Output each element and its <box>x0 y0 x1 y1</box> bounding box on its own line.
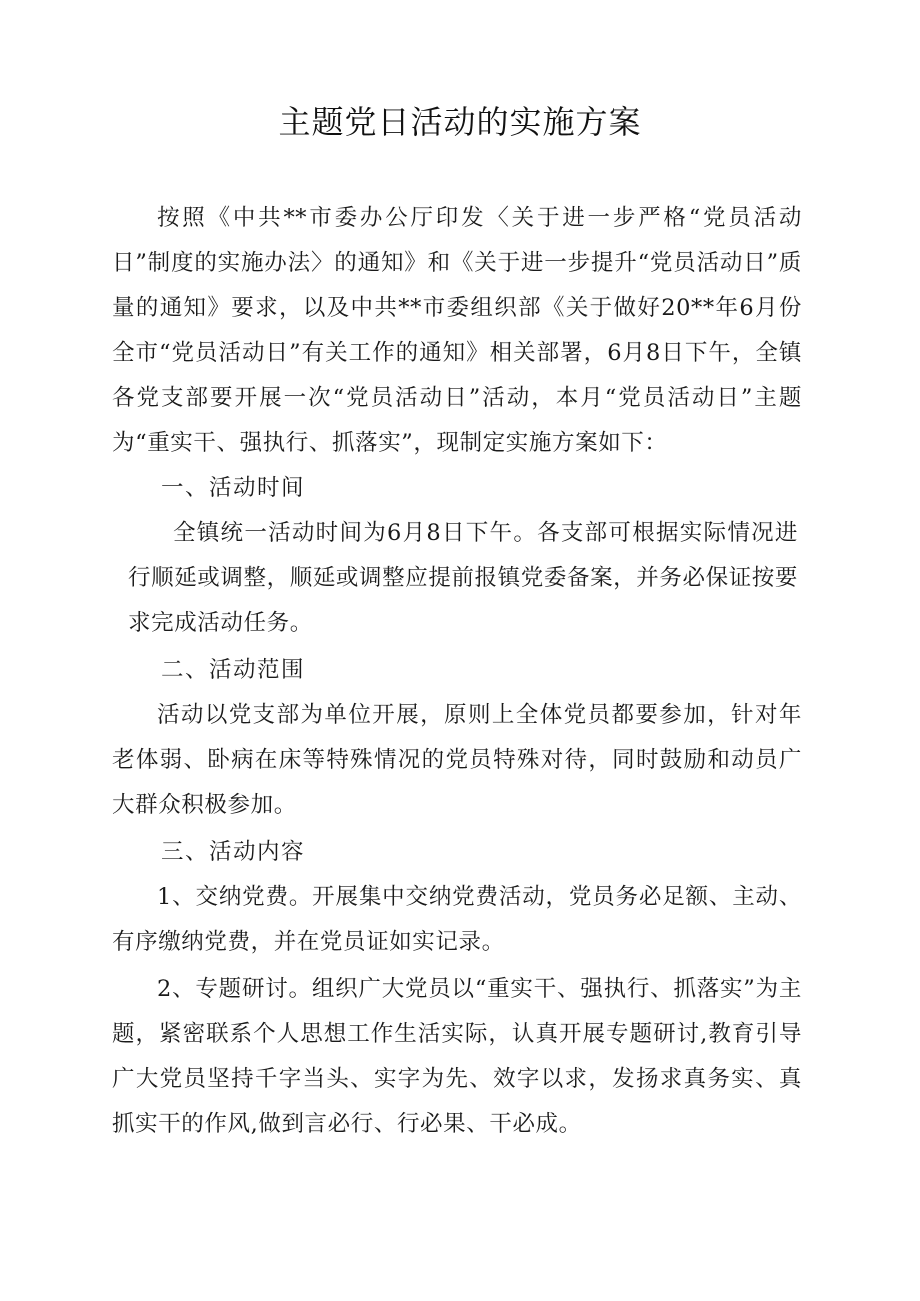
document-title: 主题党日活动的实施方案 <box>278 103 642 141</box>
document-body <box>112 196 802 1147</box>
section-heading-time: 一、活动时间 <box>161 475 306 501</box>
section-paragraph-scope: 活动以党支部为单位开展，原则上全体党员都要参加，针对年老体弱、卧病在床等特殊情况的党员特殊对待，同时鼓励和动员广大群众积极参加。 <box>112 702 802 818</box>
intro-paragraph: 按照《中共**市委办公厅印发〈关于进一步严格“党员活动日”制度的实施办法〉的通知》和《关于进一步提升“党员活动日”质量的通知》要求，以及中共**市委组织部《关于做好20**年6月份全市“党员活动日”有关工作的通知》相关部署，6月8日下午，全镇各党支部要开展一次“党员活动日”活动，本月“党员活动日”主题为“重实干、强执行、抓落实”，现制定实施方案如下： <box>112 205 802 456</box>
section-paragraph-time: 全镇统一活动时间为6月8日下午。各支部可根据实际情况进行顺延或调整，顺延或调整应提前报镇党委备案，并务必保证按要求完成活动任务。 <box>128 520 798 636</box>
section-paragraph-seminar: 2、专题研讨。组织广大党员以“重实干、强执行、抓落实”为主题，紧密联系个人思想工作生活实际，认真开展专题研讨,教育引导广大党员坚持千字当头、实字为先、效字以求，发扬求真务实、真抓实干的作风,做到言必行、行必果、干必成。 <box>112 976 802 1137</box>
section-heading-scope: 二、活动范围 <box>161 657 306 683</box>
section-heading-content: 三、活动内容 <box>161 839 306 865</box>
section-paragraph-dues: 1、交纳党费。开展集中交纳党费活动，党员务必足额、主动、有序缴纳党费，并在党员证如实记录。 <box>112 884 802 955</box>
